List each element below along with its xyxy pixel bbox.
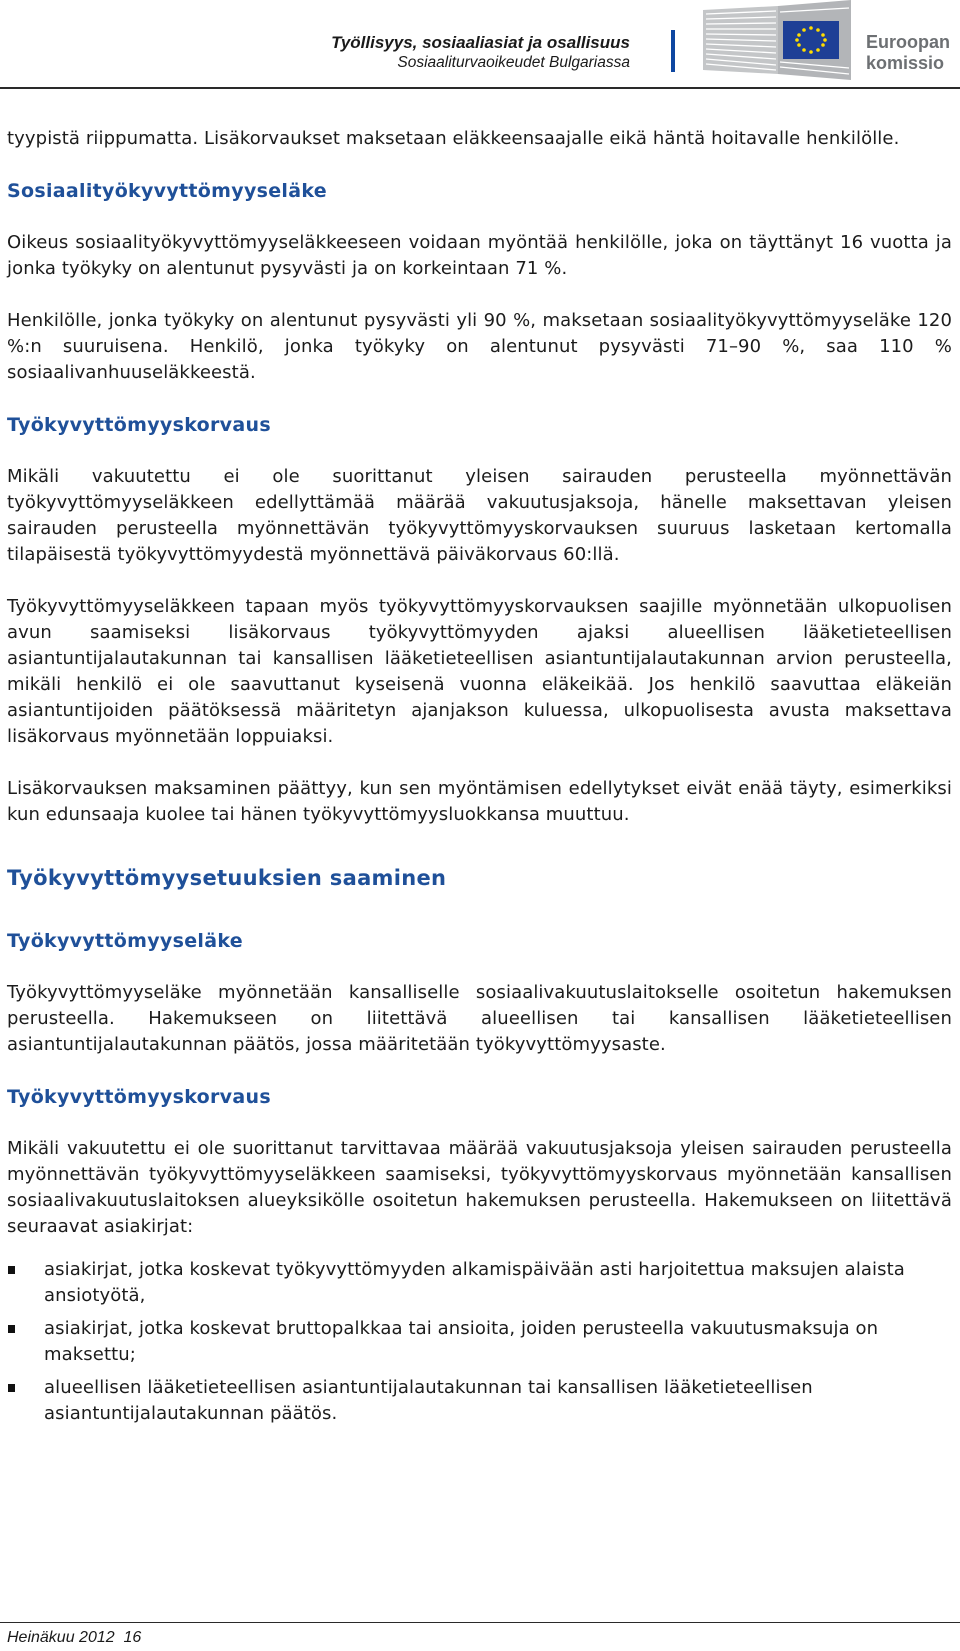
heading-disability-compensation-2: Työkyvyttömyyskorvaus — [7, 1086, 271, 1108]
list-item — [7, 1316, 952, 1368]
paragraph-compensation-application: Mikäli vakuutettu ei ole suorittanut tarvittavaa määrää vakuutusjaksoja yleisen sairauden perusteella myönnettävän työkyvyttömyyseläkkeen saamiseksi, työkyvyttömyyskorvaus myönnetään kansallisen sosiaalivakuutuslaitoksen alueyksikölle osoitetun hakemuksen perusteella. Hakemukseen on liitettävä seuraavat asiakirjat: — [7, 1138, 952, 1237]
list-item-text: asiakirjat, jotka koskevat bruttopalkkaa tai ansioita, joiden perusteella vakuutusmaksuja on maksettu; — [44, 1318, 879, 1365]
paragraph-pension-application: Työkyvyttömyyseläke myönnetään kansalliselle sosiaalivakuutuslaitokselle osoitetun hakemuksen perusteella. Hakemukseen on liitettävä alueellisen tai kansallisen lääketieteellisen asiantuntijalautakunnan päätös, jossa määritetään työkyvyttömyysaste. — [7, 982, 952, 1055]
paragraph-compensation-3: Lisäkorvauksen maksaminen päättyy, kun sen myöntämisen edellytykset eivät enää täyty, esimerkiksi kun edunsaaja kuolee tai hänen työkyvyttömyysluokkansa muuttuu. — [7, 778, 952, 825]
bullet-square-icon — [8, 1384, 15, 1392]
footer-date-page: Heinäkuu 2012 16 — [7, 1629, 142, 1646]
list-item — [7, 1375, 952, 1427]
ec-logo-name-line2: komissio — [866, 53, 945, 73]
document-body — [7, 126, 952, 1434]
footer-rule — [0, 1622, 960, 1623]
heading-social-disability-pension: Sosiaalityökyvyttömyyseläke — [7, 180, 327, 202]
heading-obtaining-benefits: Työkyvyttömyysetuuksien saaminen — [7, 866, 447, 890]
header-title: Työllisyys, sosiaaliasiat ja osallisuus — [331, 33, 630, 52]
paragraph-compensation-2: Työkyvyttömyyseläkkeen tapaan myös työkyvyttömyyskorvauksen saajille myönnetään ulkopuolisen avun saamiseksi lisäkorvaus työkyvyttömyyden ajaksi alueellisen lääketieteellisen asiantuntijalautakunnan tai kansallisen lääketieteellisen asiantuntijalautakunnan arvion perusteella, mikäli henkilö ei ole saavuttanut kyseisenä vuonna eläkeikää. Jos henkilö saavuttaa eläkeiän asiantuntijoiden päätöksessä määritetyn ajanjakson kuluessa, ulkopuolisesta avusta maksettava lisäkorvaus myönnetään loppuiaksi. — [7, 596, 952, 747]
required-documents-list — [7, 1257, 952, 1427]
paragraph-social-pension-2: Henkilölle, jonka työkyky on alentunut pysyvästi yli 90 %, maksetaan sosiaalityökyvyttömyyseläke 120 %:n suuruisena. Henkilö, jonka työkyky on alentunut pysyvästi 71–90 %, saa 110 % sosiaalivanhuuseläkkeestä. — [7, 310, 952, 383]
header-text — [331, 33, 630, 73]
list-item — [7, 1257, 952, 1309]
ec-logo-name-line1: Euroopan — [866, 32, 950, 52]
header-divider — [671, 30, 675, 72]
heading-disability-compensation: Työkyvyttömyyskorvaus — [7, 414, 271, 436]
header-rule — [0, 87, 960, 89]
header-subtitle: Sosiaaliturvaoikeudet Bulgariassa — [397, 54, 630, 71]
paragraph-social-pension-1: Oikeus sosiaalityökyvyttömyyseläkkeeseen voidaan myöntää henkilölle, joka on täyttänyt 16 vuotta ja jonka työkyky on alentunut pysyvästi ja on korkeintaan 71 %. — [7, 232, 952, 279]
list-item-text: alueellisen lääketieteellisen asiantuntijalautakunnan tai kansallisen lääketieteellisen asiantuntijalautakunnan päätös. — [44, 1377, 813, 1424]
page-header — [0, 0, 960, 88]
list-item-text: asiakirjat, jotka koskevat työkyvyttömyyden alkamispäivään asti harjoitettua maksujen alaista ansiotyötä, — [44, 1259, 905, 1306]
paragraph-compensation-1: Mikäli vakuutettu ei ole suorittanut yleisen sairauden perusteella myönnettävän työkyvyttömyyseläkkeen edellyttämää määrää vakuutusjaksoja, hänelle maksettavan yleisen sairauden perusteella myönnettävän työkyvyttömyyskorvauksen suuruus lasketaan kertomalla tilapäisestä työkyvyttömyydestä myönnettävä päiväkorvaus 60:llä. — [7, 466, 952, 565]
ec-logo-name — [866, 32, 950, 74]
bullet-square-icon — [8, 1325, 15, 1333]
paragraph-intro: tyypistä riippumatta. Lisäkorvaukset maksetaan eläkkeensaajalle eikä häntä hoitavalle henkilölle. — [7, 128, 900, 149]
bullet-square-icon — [8, 1266, 15, 1274]
heading-disability-pension: Työkyvyttömyyseläke — [7, 930, 243, 952]
